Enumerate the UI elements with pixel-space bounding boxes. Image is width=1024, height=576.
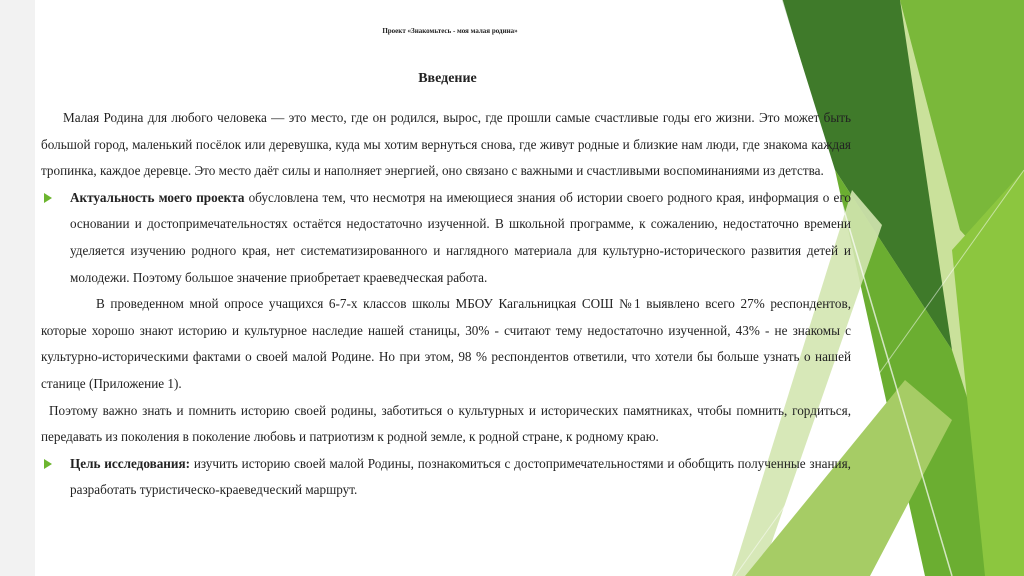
triangle-bullet-icon: [44, 459, 52, 469]
project-title: Проект «Знакомьтесь - моя малая родина»: [382, 27, 518, 35]
importance-paragraph: Поэтому важно знать и помнить историю своей родины, заботиться о культурных и исторических памятниках, чтобы помнить, гордиться, передавать из поколения в поколение любовь и патриотизм к родной земле, к родной стране, к родному краю.: [41, 402, 851, 445]
relevance-text: обусловлена тем, что несмотря на имеющиеся знания об истории своего родного края, информация о его основании и достопримечательностях остаётся недостаточно изученной. В школьной программе, к сожалению, недостаточно времени уделяется изучению родного края, нет систематизированного и наглядного материала для культурно-исторического развития детей и молодежи. Поэтому большое значение приобретает краеведческая работа.: [70, 189, 851, 285]
relevance-paragraph: [41, 185, 851, 291]
goal-text: изучить историю своей малой Родины, познакомиться с достопримечательностями и обобщить полученные знания, разработать туристическо-краеведческий маршрут.: [70, 455, 851, 498]
triangle-bullet-icon: [44, 193, 52, 203]
survey-paragraph: В проведенном мной опросе учащихся 6-7-х классов школы МБОУ Кагальницкая СОШ №1 выявлено всего 27% респондентов, которые хорошо знают историю и культурное наследие нашей станицы, 30% - считают тему недостаточно изученной, 43% - не знакомы с культурно-историческими фактами о своей малой Родине. Но при этом, 98 % респондентов ответили, что хотели бы больше узнать о нашей станице (Приложение 1).: [41, 296, 851, 391]
section-heading: Введение: [418, 71, 477, 86]
goal-label: Цель исследования:: [70, 455, 191, 471]
goal-paragraph: [41, 451, 851, 504]
relevance-label: Актуальность моего проекта: [70, 189, 245, 205]
intro-paragraph: Малая Родина для любого человека — это место, где он родился, вырос, где прошли самые счастливые годы его жизни. Это может быть большой город, маленький посёлок или деревушка, куда мы хотим вернуться снова, где живут родные и близкие нам люди, где знакома каждая тропинка, каждое деревце. Это место даёт силы и наполняет энергией, оно связано с важными и счастливыми воспоминаниями из детства.: [41, 110, 851, 179]
document-body: [41, 105, 851, 504]
